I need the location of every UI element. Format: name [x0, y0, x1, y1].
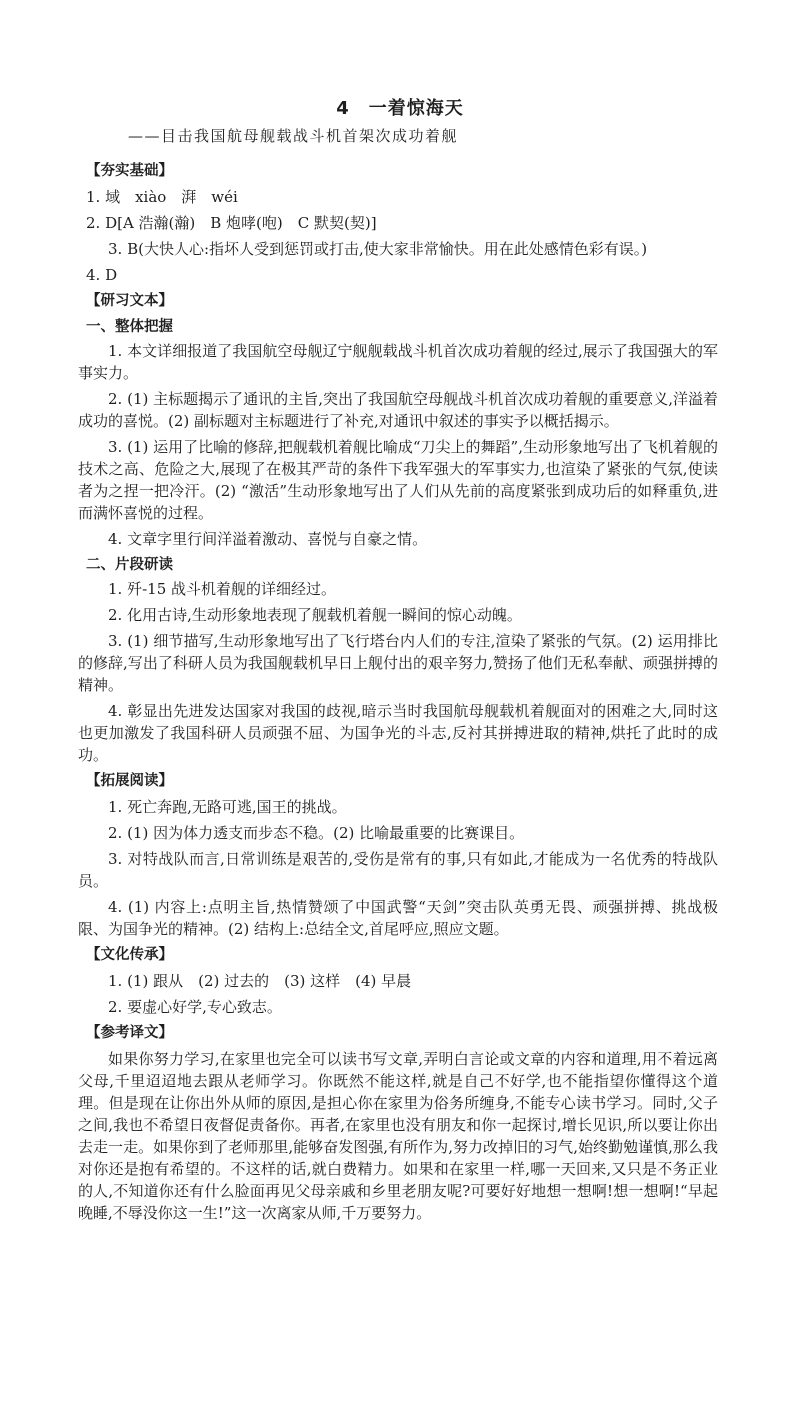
culture-item-2: 2. 要虚心好学,专心致志。	[108, 998, 282, 1016]
translation-text: 如果你努力学习,在家里也完全可以读书写文章,弄明白言论或文章的内容和道理,用不着远离父母,千里迢迢地去跟从老师学习。你既然不能这样,就是自己不好学,也不能指望你懂得这个道理。但是现在让你出外从师的原因,是担心你在家里为俗务所缠身,不能专心读书学习。同时,父子之间,我也不希望日夜督促责备你。再者,在家里也没有朋友和你一起探讨,增长见识,所以要让你出去走一走。如果你到了老师那里,能够奋发图强,有所作为,努力改掉旧的习气,始终勤勉谨慎,那么我对你还是抱有希望的。不这样的话,就白费精力。如果和在家里一样,哪一天回来,又只是不务正业的人,不知道你还有什么脸面再见父母亲戚和乡里老朋友呢?可要好好地想一想啊!想一想啊!“早起晚睡,不辱没你这一生!”这一次离家从师,千万要努力。	[78, 1050, 718, 1222]
basics-item-1: 1. 域 xiào 湃 wéi	[86, 188, 238, 206]
extend-item-3: 3. 对特战队而言,日常训练是艰苦的,受伤是常有的事,只有如此,才能成为一名优秀的特战队员。	[78, 850, 718, 890]
fragment-item-1: 1. 歼-15 战斗机着舰的详细经过。	[108, 580, 337, 598]
answer-content	[78, 160, 718, 1228]
fragment-item-3: 3. (1) 细节描写,生动形象地写出了飞行塔台内人们的专注,渲染了紧张的气氛。(2) 运用排比的修辞,写出了科研人员为我国舰载机早日上舰付出的艰辛努力,赞扬了他们无私奉献、顽强拼搏的精神。	[78, 632, 718, 694]
page-subtitle: ——目击我国航母舰载战斗机首架次成功着舰	[128, 127, 459, 145]
overall-item-3: 3. (1) 运用了比喻的修辞,把舰载机着舰比喻成“刀尖上的舞蹈”,生动形象地写出了飞机着舰的技术之高、危险之大,展现了在极其严苛的条件下我军强大的军事实力,也渲染了紧张的气氛,使读者为之捏一把冷汗。(2) “激活”生动形象地写出了人们从先前的高度紧张到成功后的如释重负,进而满怀喜悦的过程。	[78, 438, 718, 522]
extend-item-2: 2. (1) 因为体力透支而步态不稳。(2) 比喻最重要的比赛课目。	[108, 824, 525, 842]
section-heading-translation: 【参考译文】	[86, 1025, 173, 1041]
section-heading-extend: 【拓展阅读】	[86, 773, 173, 789]
subheading-overall: 一、整体把握	[86, 319, 173, 335]
page-title: 4 一着惊海天	[336, 98, 464, 119]
fragment-item-2: 2. 化用古诗,生动形象地表现了舰载机着舰一瞬间的惊心动魄。	[108, 606, 522, 624]
fragment-item-4: 4. 彰显出先进发达国家对我国的歧视,暗示当时我国航母舰载机着舰面对的困难之大,同时这也更加激发了我国科研人员顽强不屈、为国争光的斗志,反衬其拼搏进取的精神,烘托了此时的成功。	[78, 702, 718, 764]
section-heading-study: 【研习文本】	[86, 293, 173, 309]
basics-item-3: 3. B(大快人心:指坏人受到惩罚或打击,使大家非常愉快。用在此处感情色彩有误。)	[108, 240, 648, 258]
overall-item-2: 2. (1) 主标题揭示了通讯的主旨,突出了我国航空母舰战斗机首次成功着舰的重要意义,洋溢着成功的喜悦。(2) 副标题对主标题进行了补充,对通讯中叙述的事实予以概括揭示。	[78, 390, 718, 430]
extend-item-1: 1. 死亡奔跑,无路可逃,国王的挑战。	[108, 798, 347, 816]
section-heading-basics: 【夯实基础】	[86, 163, 173, 179]
overall-item-4: 4. 文章字里行间洋溢着激动、喜悦与自豪之情。	[108, 530, 428, 548]
culture-item-1: 1. (1) 跟从 (2) 过去的 (3) 这样 (4) 早晨	[108, 972, 412, 990]
overall-item-1: 1. 本文详细报道了我国航空母舰辽宁舰舰载战斗机首次成功着舰的经过,展示了我国强大的军事实力。	[78, 342, 718, 382]
basics-item-2: 2. D[A 浩瀚(瀚) B 炮哮(咆) C 默契(契)]	[86, 214, 377, 232]
extend-item-4: 4. (1) 内容上:点明主旨,热情赞颂了中国武警“天剑”突击队英勇无畏、顽强拼搏、挑战极限、为国争光的精神。(2) 结构上:总结全文,首尾呼应,照应文题。	[78, 898, 718, 938]
section-heading-culture: 【文化传承】	[86, 947, 173, 963]
subheading-fragment: 二、片段研读	[86, 557, 173, 573]
basics-item-4: 4. D	[86, 266, 118, 284]
